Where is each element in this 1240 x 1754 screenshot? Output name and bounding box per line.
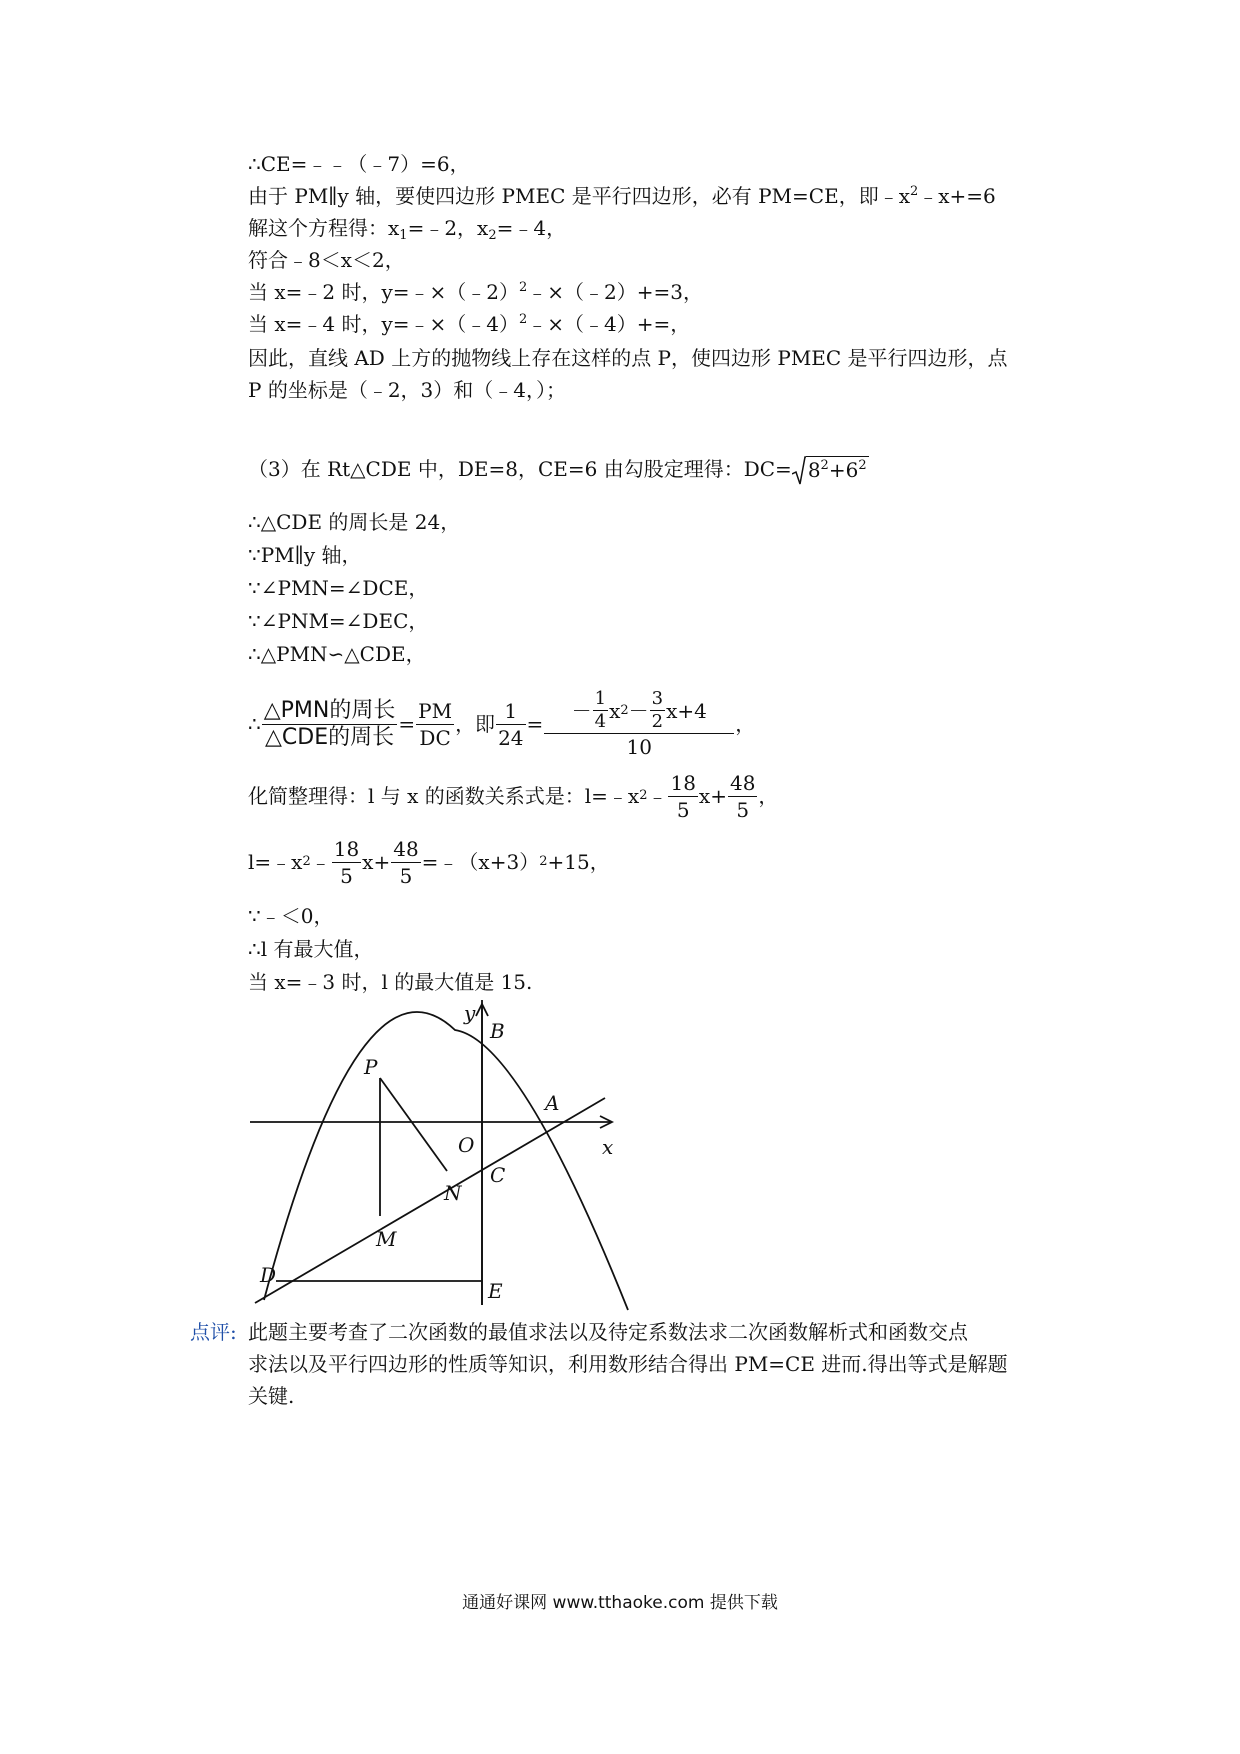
solution-line-20: 当 x=﹣3 时，l 的最大值是 15. xyxy=(248,970,533,994)
text: x+ xyxy=(698,784,727,808)
text: 当 x=﹣4 时，y=﹣×（﹣4） xyxy=(248,312,520,336)
fraction-numerator: △PMN的周长 xyxy=(263,697,396,723)
text: 当 x=﹣2 时，y=﹣×（﹣2） xyxy=(248,280,520,304)
minus-sign: － xyxy=(628,698,649,723)
solution-line-12: ∵∠PMN=∠DCE， xyxy=(248,576,429,600)
text: =﹣4， xyxy=(496,216,567,240)
three-halves-fraction xyxy=(650,689,665,732)
text: ﹣ xyxy=(310,850,331,874)
solution-line-6 xyxy=(248,310,690,338)
label-p: P xyxy=(364,1055,378,1079)
solution-line-19: ∴l 有最大值， xyxy=(248,937,374,961)
solution-line-9 xyxy=(248,455,869,486)
fraction-denominator: △CDE的周长 xyxy=(264,724,395,750)
fraction-numerator: 18 xyxy=(333,836,360,861)
text: =﹣2，x xyxy=(407,216,489,240)
solution-line-1: ∴CE=﹣﹣（﹣7）=6， xyxy=(248,152,470,176)
fraction-denominator: 5 xyxy=(736,797,750,822)
superscript: 2 xyxy=(909,184,919,199)
text: =﹣（x+3） xyxy=(421,850,540,874)
solution-line-16: 化简整理得：l 与 x 的函数关系式是：l=﹣x 2 ﹣ $\frac{18}{5}$ x+ $\frac{48}{5}$ ， xyxy=(248,770,779,822)
pm-dc-fraction xyxy=(416,699,454,750)
perimeter-ratio-fraction xyxy=(262,699,398,750)
text: ， xyxy=(758,784,779,808)
fraction-numerator: PM xyxy=(418,698,453,723)
one-over-24-fraction xyxy=(496,699,525,750)
label-y: y xyxy=(464,1001,476,1025)
superscript: 2 xyxy=(519,312,528,327)
text: l=﹣x xyxy=(248,850,303,874)
fraction-denominator: DC xyxy=(419,725,451,750)
solution-line-5 xyxy=(248,278,703,306)
fraction-numerator: 1 xyxy=(594,688,607,709)
fraction-numerator: 48 xyxy=(393,836,419,861)
solution-line-13: ∵∠PNM=∠DEC， xyxy=(248,609,429,633)
superscript: 2 xyxy=(519,280,528,295)
commentary-line-2: 求法以及平行四边形的性质等知识，利用数形结合得出 PM=CE 进而.得出等式是解题 xyxy=(248,1352,1008,1376)
fraction-denominator: 24 xyxy=(498,725,524,750)
solution-line-2 xyxy=(248,182,996,210)
solution-line-7: 因此，直线 AD 上方的抛物线上存在这样的点 P，使四边形 PMEC 是平行四边形，点 xyxy=(248,346,1008,370)
text: +6 xyxy=(828,457,859,482)
text: 由于 PM∥y 轴，要使四边形 PMEC 是平行四边形，必有 PM=CE，即﹣x xyxy=(248,184,910,208)
square-root xyxy=(792,456,869,486)
label-d: D xyxy=(260,1263,277,1287)
text: ， xyxy=(735,712,756,736)
solution-line-3 xyxy=(248,214,566,242)
text: x xyxy=(609,698,621,723)
text: ﹣×（﹣2）+=3， xyxy=(527,280,704,304)
superscript: 2 xyxy=(820,457,829,473)
text: +15， xyxy=(547,850,610,874)
forty-eight-fifths-fraction xyxy=(728,771,757,822)
solution-line-10: ∴△CDE 的周长是 24， xyxy=(248,510,461,534)
radical-sign-icon xyxy=(792,456,806,486)
commentary-label: 点评: xyxy=(190,1320,237,1344)
line-ad xyxy=(255,1098,605,1303)
fraction-numerator: 1 xyxy=(496,699,525,725)
therefore-symbol: ∴ xyxy=(248,712,261,736)
solution-line-18: ∵﹣＜0， xyxy=(248,904,334,928)
fraction-numerator: － $\frac{1}{4}$ x 2 － $\frac{3}{2}$ x+4 xyxy=(544,689,734,734)
radicand xyxy=(806,456,869,486)
commentary-line-3: 关键. xyxy=(248,1384,295,1408)
label-a: A xyxy=(545,1091,560,1115)
fraction-denominator: 4 xyxy=(594,711,607,732)
proportion-equation xyxy=(248,688,755,760)
eighteen-fifths-fraction xyxy=(332,837,361,888)
equals-sign: = xyxy=(398,712,416,736)
label-o: O xyxy=(458,1133,475,1157)
fraction-denominator: 5 xyxy=(399,863,413,888)
solution-line-11: ∵PM∥y 轴， xyxy=(248,543,362,567)
label-b: B xyxy=(490,1019,505,1043)
equals-sign: = xyxy=(526,712,544,736)
text: ﹣×（﹣4）+=， xyxy=(527,312,691,336)
page-footer: 通通好课网 www.tthaoke.com 提供下载 xyxy=(462,1593,778,1613)
pm-expression-fraction xyxy=(544,689,734,759)
text: 8 xyxy=(807,457,821,482)
text: ﹣x+=6 xyxy=(918,184,996,208)
label-e: E xyxy=(488,1279,503,1303)
solution-line-8: P 的坐标是（﹣2，3）和（﹣4，）； xyxy=(248,378,566,402)
label-m: M xyxy=(376,1227,397,1251)
solution-line-17: l=﹣x 2 ﹣ $\frac{18}{5}$ x+ $\frac{48}{5}$ =﹣（x+3） 2 +15， xyxy=(248,836,610,888)
solution-line-4: 符合﹣8＜x＜2， xyxy=(248,248,405,272)
eighteen-fifths-fraction xyxy=(668,771,697,822)
text: ，即 xyxy=(455,712,496,736)
forty-eight-fifths-fraction xyxy=(391,837,420,888)
text: x+4 xyxy=(666,698,707,723)
fraction-numerator: 3 xyxy=(651,688,664,709)
fraction-denominator: 5 xyxy=(676,797,690,822)
text: 解这个方程得：x xyxy=(248,216,400,240)
label-x: x xyxy=(602,1135,614,1159)
label-n: N xyxy=(444,1181,462,1205)
text: （3）在 Rt△CDE 中，DE=8，CE=6 由勾股定理得：DC= xyxy=(248,457,792,481)
quarter-fraction xyxy=(593,689,608,732)
minus-sign: － xyxy=(571,698,592,723)
text: ﹣ xyxy=(647,784,668,808)
parabola-figure xyxy=(240,1000,640,1320)
segment-pn xyxy=(380,1078,447,1171)
superscript: 2 xyxy=(858,457,867,473)
commentary xyxy=(190,1316,1008,1408)
commentary-line-1: 此题主要考查了二次函数的最值求法以及待定系数法求二次函数解析式和函数交点 xyxy=(248,1320,968,1344)
label-c: C xyxy=(490,1163,506,1187)
fraction-numerator: 48 xyxy=(729,770,756,795)
text: x+ xyxy=(362,850,391,874)
fraction-denominator: 10 xyxy=(626,735,652,759)
subscript: 2 xyxy=(488,228,497,243)
subscript: 1 xyxy=(399,228,408,243)
fraction-numerator: 18 xyxy=(670,770,696,795)
text: 化简整理得：l 与 x 的函数关系式是：l=﹣x xyxy=(248,784,640,808)
fraction-denominator: 2 xyxy=(651,711,664,732)
fraction-denominator: 5 xyxy=(340,863,353,888)
solution-line-14: ∴△PMN∽△CDE， xyxy=(248,642,426,666)
